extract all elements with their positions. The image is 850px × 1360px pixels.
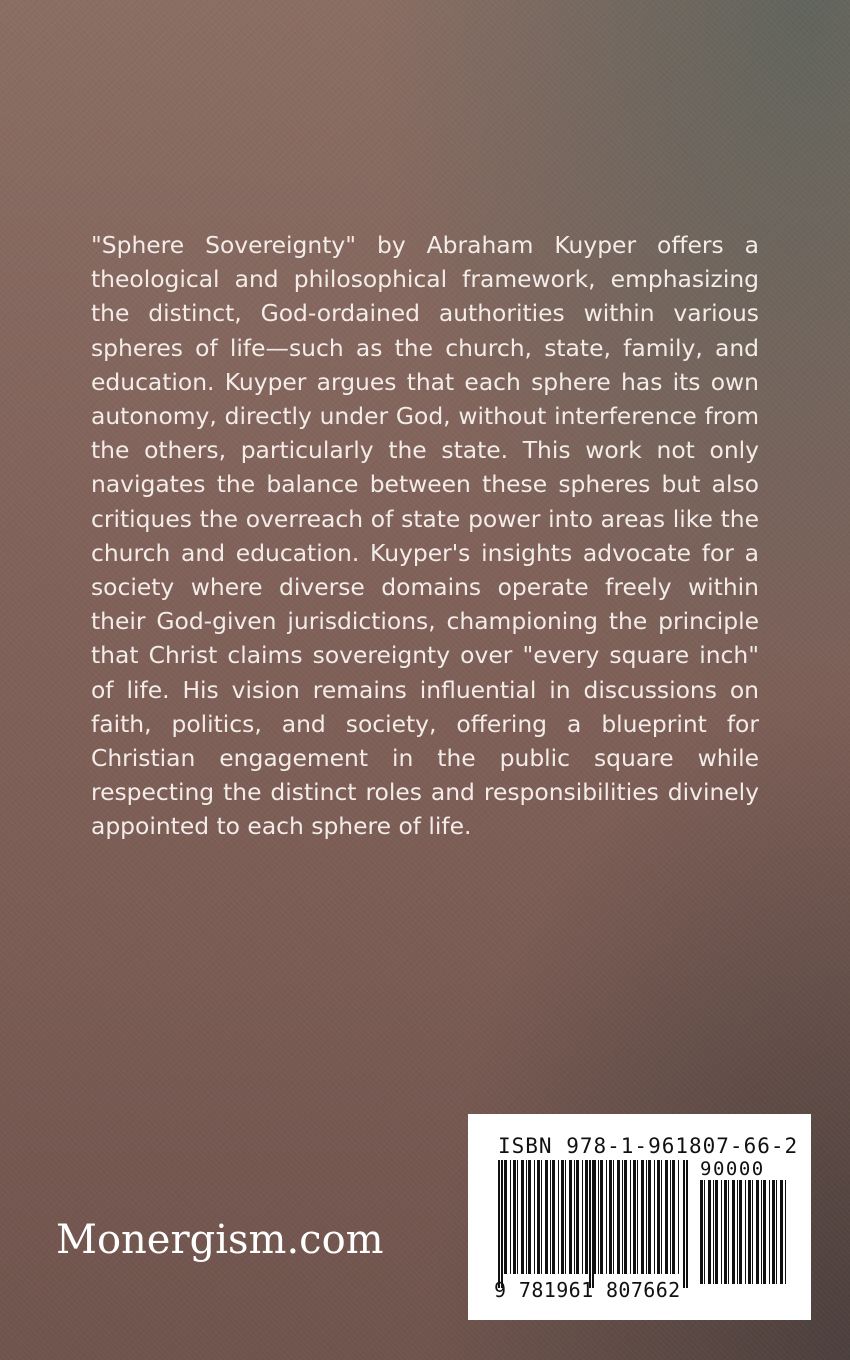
- ean-digits: 9 781961 807662: [494, 1278, 681, 1302]
- publisher-wordmark: Monergism.com: [56, 1217, 384, 1263]
- book-description: "Sphere Sovereignty" by Abraham Kuyper offers a theological and philosophical framework, emphasizing the distinct, God-ordained authorities within various spheres of life—such as the church, state, family, and education. Kuyper argues that each sphere has its own autonomy, directly under God, without interference from the others, particularly the state. This work not only navigates the balance between these spheres but also critiques the overreach of state power into areas like the church and education. Kuyper's insights advocate for a society where diverse domains operate freely within their God-given jurisdictions, championing the principle that Christ claims sovereignty over "every square inch" of life. His vision remains influential in discussions on faith, politics, and society, offering a blueprint for Christian engagement in the public square while respecting the distinct roles and responsibilities divinely appointed to each sphere of life.: [91, 231, 759, 841]
- isbn-label: ISBN 978-1-961807-66-2: [498, 1134, 799, 1158]
- isbn-barcode: [468, 1114, 811, 1320]
- price-code: 90000: [700, 1158, 765, 1180]
